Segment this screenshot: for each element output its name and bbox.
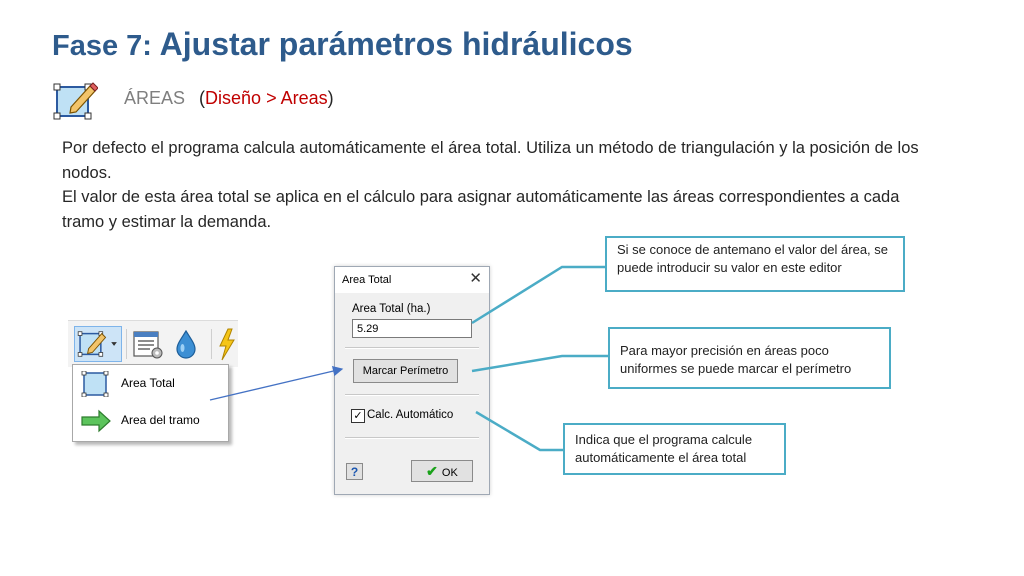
check-icon: ✔ <box>426 462 438 479</box>
title-main: Ajustar parámetros hidráulicos <box>151 26 633 62</box>
callout-auto-hint: Indica que el programa calcule automáticamente el área total <box>563 423 786 475</box>
mark-perimeter-button[interactable]: Marcar Perímetro <box>353 359 458 383</box>
dialog-title: Area Total <box>342 274 392 286</box>
section-path-close: ) <box>327 88 334 108</box>
callout-perimeter-hint: Para mayor precisión en áreas poco uniformes se puede marcar el perímetro <box>608 327 891 389</box>
section-name: ÁREAS <box>124 88 186 108</box>
callout-connector <box>472 267 605 323</box>
help-button[interactable]: ? <box>346 463 363 480</box>
pointer-arrow <box>210 369 342 400</box>
callout-editor-hint: Si se conoce de antemano el valor del área, se puede introducir su valor en este editor <box>605 236 905 292</box>
menu-item-label: Area del tramo <box>121 413 200 427</box>
menu-item-label: Area Total <box>121 376 175 390</box>
callout-connector <box>472 356 608 371</box>
callout-connector <box>476 412 563 450</box>
auto-calc-checkbox[interactable]: ✓ <box>351 409 365 423</box>
ok-label: OK <box>441 466 458 479</box>
paragraph: Por defecto el programa calcula automáticamente el área total. Utiliza un método de triangulación y la posición de los nodos. <box>62 139 919 182</box>
auto-calc-label: Calc. Automático <box>367 409 454 421</box>
close-icon[interactable]: ✕ <box>469 270 482 287</box>
area-field-label: Area Total (ha.) <box>352 303 431 315</box>
section-path-open: ( <box>199 88 206 108</box>
section-path: Diseño > Areas <box>205 88 328 108</box>
paragraph: El valor de esta área total se aplica en el cálculo para asignar automáticamente las áreas correspondientes a cada tramo y estimar la demanda. <box>62 188 900 231</box>
title-prefix: Fase 7: <box>52 30 152 62</box>
